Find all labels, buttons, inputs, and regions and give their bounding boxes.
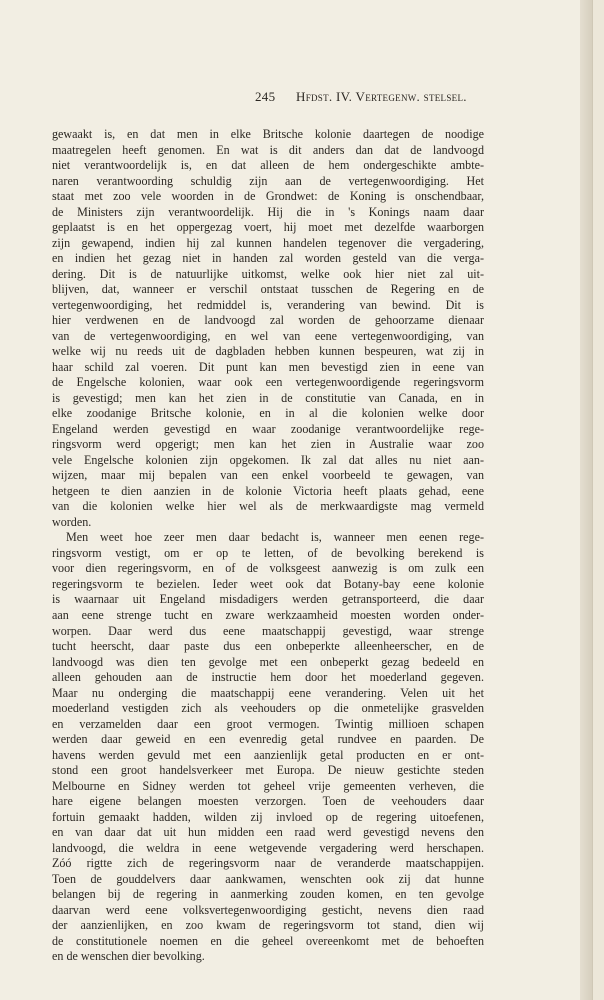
text-line: werden daar geweid en een evenredig getal rundvee en paarden. De bbox=[52, 732, 484, 747]
text-line: is gevestigd; men kan het zien in de constitutie van Canada, en in bbox=[52, 390, 484, 405]
text-line: van de vertegenwoordiging, en wel van eene vertegenwoordiging, van bbox=[52, 328, 484, 343]
text-line: voor dien regeringsvorm, en of de volksgeest aanwezig is om zulk een bbox=[52, 561, 484, 576]
text-line: aan eene strenge tucht en zware werkzaamheid moesten worden onder- bbox=[52, 607, 484, 622]
text-line: tucht heerscht, daar paste dus een onbeperkte alleenheerscher, en de bbox=[52, 639, 484, 654]
text-line: hetgeen te dien aanzien in de kolonie Victoria heeft plaats gehad, eene bbox=[52, 483, 484, 498]
text-line: worpen. Daar werd dus eene maatschappij gevestigd, waar strenge bbox=[52, 623, 484, 638]
text-line: stond een groot handelsverkeer met Europa. De nieuw gestichte steden bbox=[52, 763, 484, 778]
text-line: gewaakt is, en dat men in elke Britsche kolonie daartegen de noodige bbox=[52, 127, 484, 141]
text-line: fortuin gemaakt hadden, wilden zij invloed op de regering uitoefenen, bbox=[52, 809, 484, 824]
text-line: elke zoodanige Britsche kolonie, en in al die kolonien welke door bbox=[52, 406, 484, 421]
text-line: hare eigene belangen moesten verzorgen. Toen de veehouders daar bbox=[52, 794, 484, 809]
text-line: en verzamelden daar een groot vermogen. Twintig millioen schapen bbox=[52, 716, 484, 731]
text-line: staat met zoo vele woorden in de Grondwet: de Koning is onschendbaar, bbox=[52, 189, 484, 204]
text-line: belangen bij de regering in aanmerking zouden komen, en ten gevolge bbox=[52, 887, 484, 902]
text-line: landvoogd, die weldra in eene wetgevende vergadering werd herschapen. bbox=[52, 840, 484, 855]
text-line: blijven, dat, wanneer er verschil ontstaat tusschen de Regering en de bbox=[52, 282, 484, 297]
text-line: hier verdwenen en de landvoogd zal worden de gehoorzame dienaar bbox=[52, 313, 484, 328]
body-text bbox=[52, 127, 484, 965]
text-line: vertegenwoordiging, het redmiddel is, verandering van bewind. Dit is bbox=[52, 297, 484, 312]
text-line: naren verantwoording schuldig zijn aan de vertegenwoordiging. Het bbox=[52, 173, 484, 188]
text-line: van die kolonien welke hier wel als de merkwaardigste mag vermeld bbox=[52, 499, 484, 514]
text-line: en van daar dat uit hun midden een raad werd gevestigd nevens den bbox=[52, 825, 484, 840]
text-line: ringsvorm vestigt, om er op te letten, of de bevolking berekend is bbox=[52, 545, 484, 560]
text-line: wijzen, maar mij bepalen van een enkel voorbeeld te gewagen, van bbox=[52, 468, 484, 483]
text-line: regeringsvorm te bezielen. Ieder weet ook dat Botany-bay eene kolonie bbox=[52, 576, 484, 591]
text-line: Maar nu onderging die maatschappij eene verandering. Velen uit het bbox=[52, 685, 484, 700]
text-line: havens werden gevuld met een aanzienlijk getal producten en er ont- bbox=[52, 747, 484, 762]
text-line: en indien het gezag niet in handen zal worden gesteld van die verga- bbox=[52, 251, 484, 266]
text-line: Melbourne en Sidney werden tot geheel vrije gemeenten verheven, die bbox=[52, 778, 484, 793]
text-line: is waarnaar uit Engeland misdadigers werden getransporteerd, die daar bbox=[52, 592, 484, 607]
text-line: ringsvorm werd opgerigt; men kan het zien in Australie waar zoo bbox=[52, 437, 484, 452]
text-line: landvoogd was dien ten gevolge met een onbeperkt gezag bedeeld en bbox=[52, 654, 484, 669]
text-line: Zóó rigtte zich de regeringsvorm naar de veranderde maatschappijen. bbox=[52, 856, 484, 871]
text-line: maatregelen heeft genomen. En wat is dit anders dan dat de landvoogd bbox=[52, 142, 484, 157]
text-line: daarvan werd eene volksvertegenwoordiging gesticht, nevens dien raad bbox=[52, 902, 484, 917]
text-line: en de wenschen dier bevolking. bbox=[52, 949, 205, 964]
text-line: zijn gewapend, indien hij zal kunnen handelen tegenover die vergadering, bbox=[52, 235, 484, 250]
text-line: geplaatst is en het oppergezag voert, hij moet met dezelfde waarborgen bbox=[52, 220, 484, 235]
text-line: moederland vestigden zich als veehouders op die onmetelijke grasvelden bbox=[52, 701, 484, 716]
text-line: welke wij nu reeds uit de dagbladen hebben kunnen bespeuren, wat zij in bbox=[52, 344, 484, 359]
page-number: 245 bbox=[255, 89, 276, 104]
text-line: vele Engelsche kolonien zijn opgekomen. Ik zal dat alles nu niet aan- bbox=[52, 452, 484, 467]
text-line: haar schild zal voeren. Dit punt kan men bevestigd zien in eene van bbox=[52, 359, 484, 374]
page-edge bbox=[580, 0, 592, 1000]
text-line: niet verantwoordelijk is, en dat alleen de hem ondergeschikte ambte- bbox=[52, 158, 484, 173]
text-line: dering. Dit is de natuurlijke uitkomst, welke ook hier niet zal uit- bbox=[52, 266, 484, 281]
text-line: worden. bbox=[52, 514, 92, 529]
text-line: de Ministers zijn verantwoordelijk. Hij die in 's Konings naam daar bbox=[52, 204, 484, 219]
running-head: Hfdst. IV. Vertegenw. stelsel. bbox=[296, 89, 467, 104]
text-line: Men weet hoe zeer men daar bedacht is, wanneer men eenen rege- bbox=[66, 530, 484, 545]
text-line: de Engelsche kolonien, waar ook een vertegenwoordigende regeringsvorm bbox=[52, 375, 484, 390]
text-line: alleen gehouden aan de instructie hem door het moederland gegeven. bbox=[52, 670, 484, 685]
text-line: der aanzienlijken, en zoo kwam de regeringsvorm tot stand, dien wij bbox=[52, 918, 484, 933]
text-line: de constitutionele noemen en die geheel overeenkomt met de behoeften bbox=[52, 933, 484, 948]
text-line: Toen de gouddelvers daar aankwamen, wenschten ook zij dat hunne bbox=[52, 871, 484, 886]
text-line: Engeland werden gevestigd en waar zoodanige verantwoordelijke rege- bbox=[52, 421, 484, 436]
